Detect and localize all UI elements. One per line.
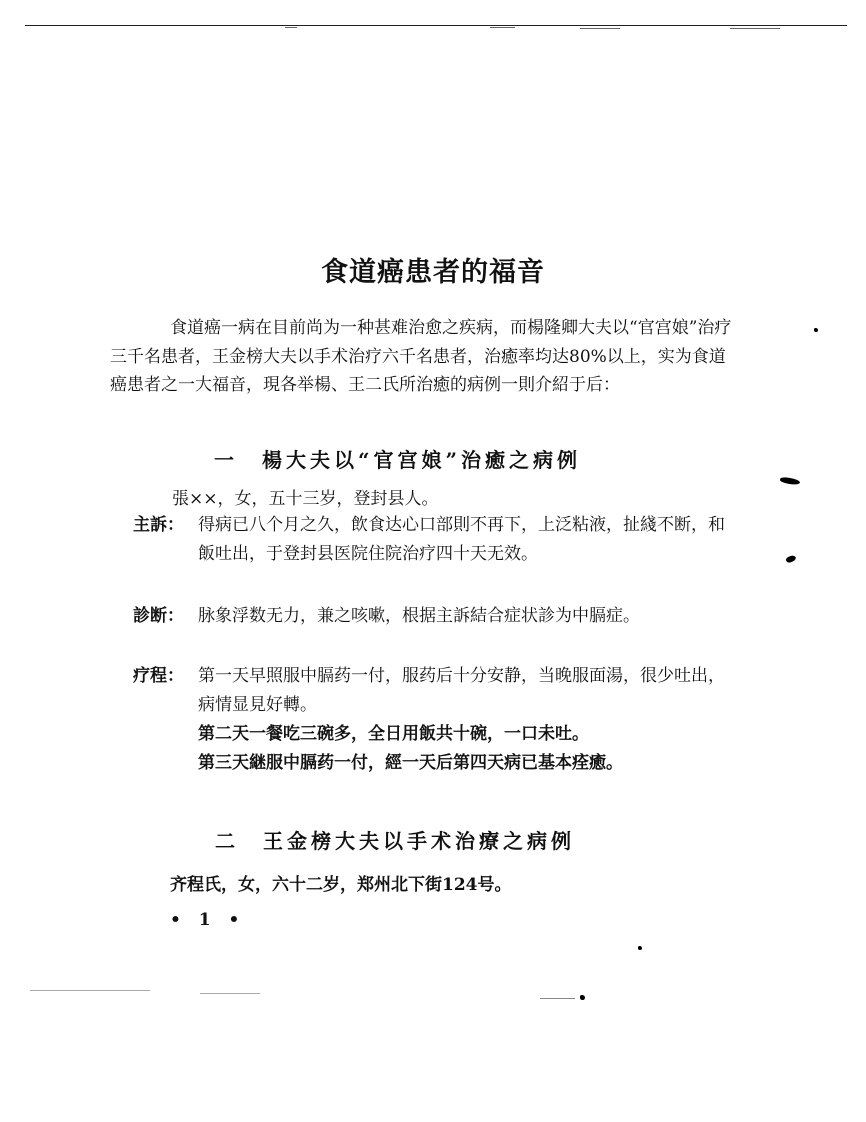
entry-label: 診断： (133, 606, 184, 626)
section-heading-2: 二 王金榜大夫以手术治療之病例 (215, 829, 575, 853)
entry-text: 第二天一餐吃三碗多，全日用飯共十碗，一口未吐。 (198, 724, 589, 744)
entry-treatment (133, 662, 733, 778)
entry-label: 疗程： (133, 666, 184, 686)
scan-artifact (200, 993, 260, 994)
entry-text: 脉象浮数无力，兼之咳嗽，根据主訴結合症状診为中膈症。 (198, 606, 640, 626)
entry-text: 得病已八个月之久，飲食达心口部則不再下，上泛粘液，扯綫不断，和飯吐出，于登封县医院住院治疗四十天无效。 (198, 515, 725, 564)
intro-paragraph: 食道癌一病在目前尚为一种甚难治愈之疾病，而楊隆卿大夫以“官宫娘”治疗三千名患者，王金榜大夫以手术治疗六千名患者，治癒率均达80%以上，实为食道癌患者之一大福音，現各举楊、王二氏所治癒的病例一則介紹于后： (110, 318, 732, 395)
entry-text: 第三天継服中膈药一付，經一天后第四天病已基本痊癒。 (198, 753, 623, 773)
scan-artifact (30, 990, 150, 991)
margin-ink-mark (580, 995, 585, 1000)
entry-label: 主訴： (133, 515, 184, 535)
margin-ink-mark (638, 946, 642, 950)
scan-artifact (730, 28, 780, 29)
patient-info-2: 齐程氏，女，六十二岁，郑州北下街124号。 (170, 875, 512, 895)
scan-artifact (285, 27, 297, 28)
entry-text: 第一天早照服中膈药一付，服药后十分安静，当晚服面湯，很少吐出，病情显見好轉。 (198, 666, 725, 715)
scan-artifact (580, 28, 620, 29)
page-number: • 1 • (170, 910, 246, 930)
scan-artifact (540, 998, 575, 999)
scan-artifact (490, 27, 515, 28)
section-heading-1: 一 楊大夫以“官宫娘”治癒之病例 (214, 448, 582, 472)
patient-info-1: 張××，女，五十三岁，登封县人。 (172, 489, 439, 509)
entry-complaint (133, 511, 733, 569)
top-border-rule (25, 25, 847, 26)
margin-ink-mark (785, 554, 797, 564)
margin-ink-mark (814, 328, 818, 332)
margin-ink-mark (780, 477, 801, 486)
document-title: 食道癌患者的福音 (321, 257, 545, 289)
entry-diagnosis (133, 602, 733, 631)
